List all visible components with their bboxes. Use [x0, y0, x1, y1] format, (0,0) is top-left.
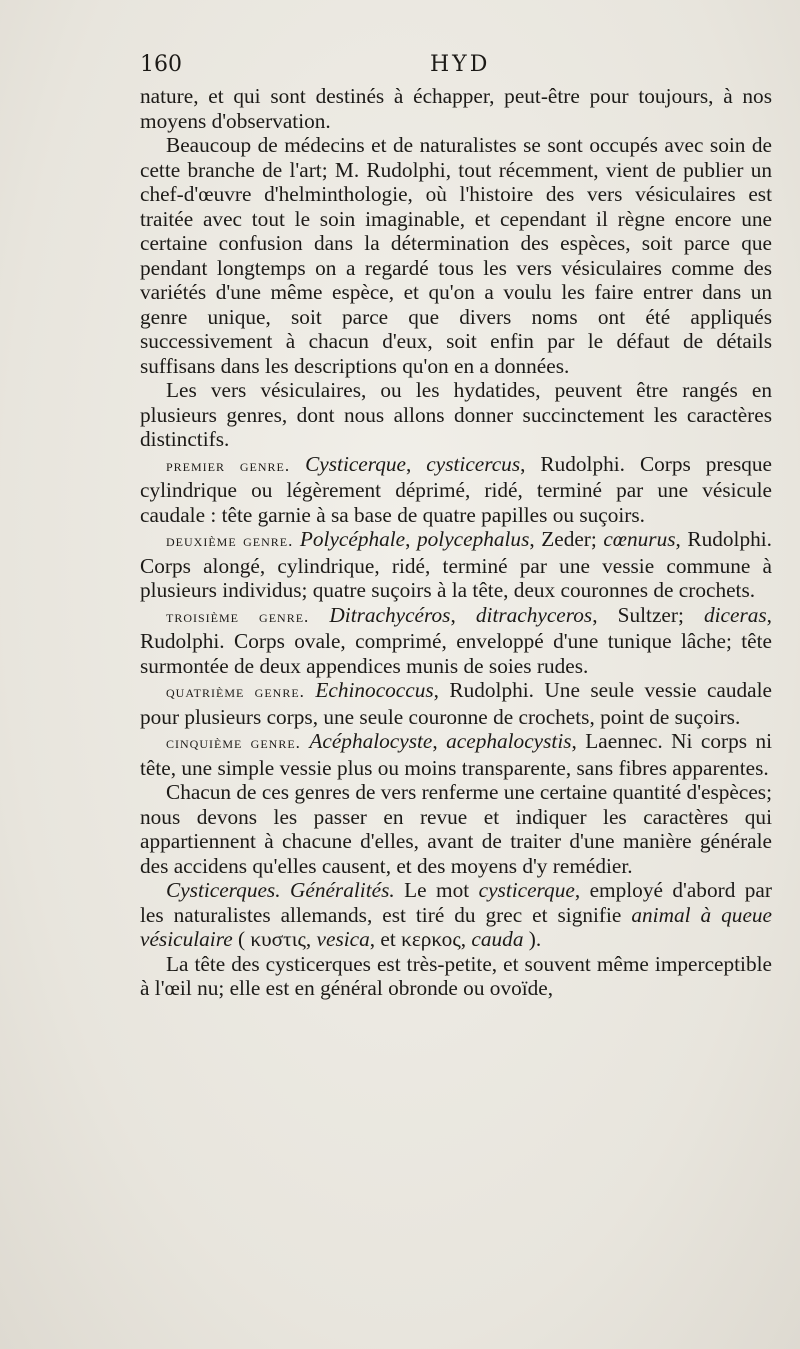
genus-author: , Zeder; — [529, 527, 604, 551]
paragraph-continuation: nature, et qui sont destinés à échapper, peut-être pour toujours, à nos moyens d'observation. — [140, 84, 772, 133]
greek-term: κυστις — [250, 927, 306, 951]
genus-latin-name: cysticercus — [426, 451, 521, 476]
body-text — [140, 84, 772, 1001]
text-run: ). — [523, 927, 542, 951]
genus-label: troisième genre. — [166, 606, 310, 626]
paragraph-intro: Beaucoup de médecins et de naturalistes se sont occupés avec soin de cette branche de l'art; M. Rudolphi, tout récemment, vient de publier un chef-d'œuvre d'helminthologie, où l'histoire des vers vésiculaires est traitée avec tout le soin imaginable, et cependant il règne encore une certaine confusion dans la détermination des espèces, soit parce que pendant longtemps on a regardé tous les vers vésiculaires comme des variétés d'une même espèce, et qu'on a voulu les faire entrer dans un genre unique, soit parce que divers noms ont été appliqués successivement à chacun d'eux, soit enfin par le défaut de détails suffisans dans les descriptions qu'on en a données. — [140, 133, 772, 378]
genus-name: Acéphalocyste — [309, 729, 433, 753]
genus-entry-3: troisième genre. Ditrachycéros, ditrachyceros, Sultzer; diceras, Rudolphi. Corps ovale, comprimé, enveloppé d'une tunique lâche; tête surmontée de deux appendices munis de soies rudes. — [140, 602, 772, 678]
genus-label: deuxième genre. — [166, 531, 294, 550]
section-lead: Cysticerques. Généralités. — [166, 878, 395, 902]
genus-author: , Sultzer; — [592, 602, 704, 627]
paragraph-species: Chacun de ces genres de vers renferme une certaine quantité d'espèces; nous devons les passer en revue et indiquer les caractères qui appartiennent à chacune d'elles, avant de traiter d'une manière générale des accidens qu'elles causent, et des moyens d'y remédier. — [140, 780, 772, 878]
genus-latin-name: acephalocystis — [446, 729, 572, 753]
genus-name: Ditrachycéros — [329, 602, 451, 627]
genus-synonym: diceras — [703, 602, 767, 627]
genus-entry-4 — [140, 678, 772, 729]
genus-name: Polycéphale — [299, 527, 406, 551]
paragraph-generalites — [140, 878, 772, 952]
genus-label: cinquième genre. — [166, 733, 301, 752]
genus-synonym: cœnurus — [603, 527, 676, 551]
greek-term: κερκος — [401, 927, 461, 951]
text-run: ( — [232, 927, 251, 951]
text-run: , — [305, 927, 317, 951]
genus-label: premier genre. — [166, 455, 291, 475]
genus-latin-name: ditrachyceros — [475, 602, 593, 627]
text-run: , — [460, 927, 472, 951]
page-header — [140, 52, 780, 82]
italic-term: vesica — [316, 927, 370, 951]
paragraph-genera-intro: Les vers vésiculaires, ou les hydatides, peuvent être rangés en plusieurs genres, dont nous allons donner succinctement les caractères distinctifs. — [140, 378, 772, 451]
genus-description: , Rudolphi. Corps presque cylindrique ou légèrement déprimé, ridé, terminé par une vésicule caudale : tête garnie à sa base de quatre papilles ou suçoirs. — [140, 451, 772, 527]
genus-entry-2: deuxième genre. Polycéphale, polycephalus, Zeder; cœnurus, Rudolphi. Corps alongé, cylindrique, ridé, terminé par une vessie commune à plusieurs individus; quatre suçoirs à la tête, deux couronnes de crochets. — [140, 527, 772, 602]
genus-description: , Rudolphi. Une seule vessie caudale pour plusieurs corps, une seule couronne de crochets, point de suçoirs. — [140, 678, 773, 729]
genus-description: , Laennec. Ni corps ni tête, une simple vessie plus ou moins transparente, sans fibres apparentes. — [140, 729, 773, 780]
italic-term: animal à queue vésiculaire — [140, 902, 772, 951]
text-run: , et — [369, 927, 402, 951]
genus-name: Echinococcus — [315, 678, 434, 702]
italic-term: cysticerque — [478, 878, 575, 902]
text-run: Le mot — [394, 878, 479, 902]
genus-description: , Rudolphi. Corps ovale, comprimé, enveloppé d'une tunique lâche; tête surmontée de deux appendices munis de soies rudes. — [140, 602, 772, 678]
italic-term: cauda — [471, 927, 524, 951]
paragraph-cysticerque-head: La tête des cysticerques est très-petite, et souvent même imperceptible à l'œil nu; elle est en général obronde ou ovoïde, — [140, 951, 772, 1000]
genus-latin-name: polycephalus — [417, 527, 530, 551]
running-head: HYD — [430, 52, 491, 77]
genus-description: , Rudolphi. Corps alongé, cylindrique, ridé, terminé par une vessie commune à plusieurs individus; quatre suçoirs à la tête, deux couronnes de crochets. — [140, 527, 772, 602]
genus-label: quatrième genre. — [166, 682, 305, 701]
page-number: 160 — [140, 52, 182, 77]
genus-entry-1: premier genre. Cysticerque, cysticercus, Rudolphi. Corps presque cylindrique ou légèrement déprimé, ridé, terminé par une vésicule caudale : tête garnie à sa base de quatre papilles ou suçoirs. — [140, 451, 772, 527]
genus-entry-5: cinquième genre. Acéphalocyste, acephalocystis, Laennec. Ni corps ni tête, une simple vessie plus ou moins transparente, sans fibres apparentes. — [140, 729, 773, 780]
genus-name: Cysticerque — [305, 451, 407, 476]
text-run: , employé d'abord par les naturalistes allemands, est tiré du grec et signifie — [140, 878, 772, 927]
